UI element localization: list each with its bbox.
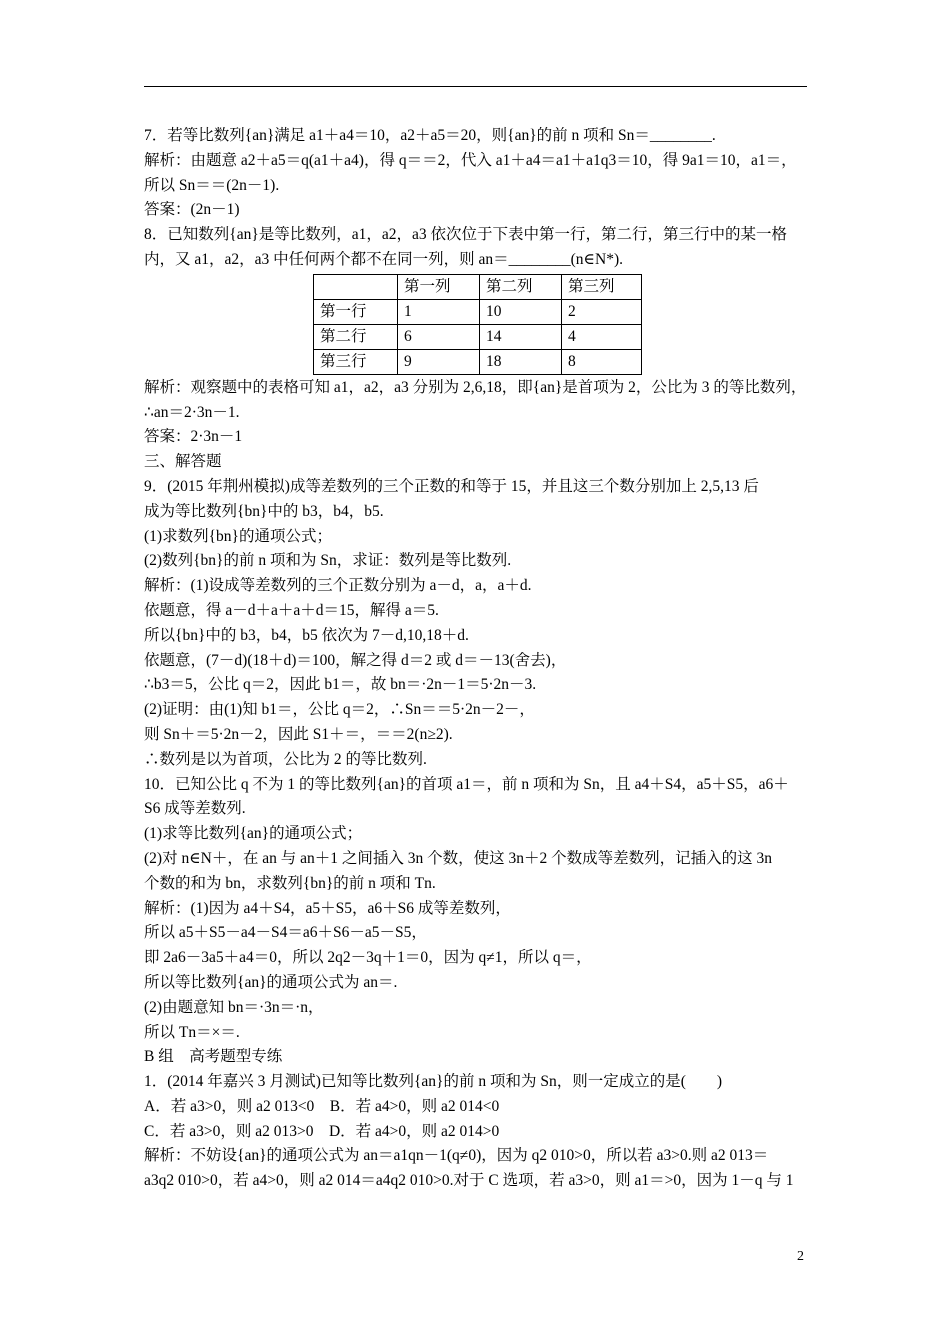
table-cell: 第一列: [398, 274, 480, 299]
text-line: 解析：(1)设成等差数列的三个正数分别为 a－d，a，a＋d.: [144, 577, 532, 595]
table-cell: 6: [398, 324, 480, 349]
text-line: a3q2 010>0，若 a4>0，则 a2 014＝a4q2 010>0.对于 C 选项，若 a3>0，则 a1＝>0，因为 1－q 与 1: [144, 1172, 794, 1190]
table-cell: 1: [398, 299, 480, 324]
table-cell: 10: [480, 299, 562, 324]
text-line: 个数的和为 bn，求数列{bn}的前 n 项和 Tn.: [144, 874, 436, 892]
table-cell: 第二列: [480, 274, 562, 299]
text-line: (2)由题意知 bn＝·3n＝·n，: [144, 998, 324, 1016]
solutions-block: [144, 376, 808, 1194]
text-line: 三、解答题: [144, 453, 222, 471]
text-line: 所以 Tn＝×＝.: [144, 1023, 240, 1041]
header-rule: [144, 86, 807, 87]
text-line: C．若 a3>0，则 a2 013>0 D．若 a4>0，则 a2 014>0: [144, 1122, 500, 1140]
text-line: 所以{bn}中的 b3，b4，b5 依次为 7－d,10,18＋d.: [144, 626, 469, 644]
text-line: 成为等比数列{bn}中的 b3，b4，b5.: [144, 502, 384, 520]
text-line: ∴数列是以为首项，公比为 2 的等比数列.: [144, 750, 427, 768]
text-line: A．若 a3>0，则 a2 013<0 B．若 a4>0，则 a2 014<0: [144, 1097, 500, 1115]
body-text: [144, 124, 808, 1194]
text-line: 答案：(2n－1): [144, 201, 240, 219]
data-table: [313, 274, 642, 375]
text-line: 所以 Sn＝＝(2n－1).: [144, 176, 280, 194]
table-cell: 第三行: [314, 349, 398, 374]
problem-7-8-block: [144, 124, 808, 273]
text-line: (2)数列{bn}的前 n 项和为 Sn，求证：数列是等比数列.: [144, 552, 512, 570]
text-line: 答案：2·3n－1: [144, 428, 243, 446]
table-cell: 4: [562, 324, 642, 349]
table-cell: 8: [562, 349, 642, 374]
text-line: 1．(2014 年嘉兴 3 月测试)已知等比数列{an}的前 n 项和为 Sn，则一定成立的是( ): [144, 1073, 723, 1091]
text-line: (2)证明：由(1)知 b1＝，公比 q＝2，∴Sn＝＝5·2n－2－，: [144, 701, 535, 719]
table-row: [314, 349, 642, 374]
text-line: 解析：观察题中的表格可知 a1，a2，a3 分别为 2,6,18，即{an}是首项为 2，公比为 3 的等比数列，: [144, 378, 807, 396]
text-line: 10．已知公比 q 不为 1 的等比数列{an}的首项 a1＝，前 n 项和为 Sn，且 a4＋S4，a5＋S5，a6＋: [144, 775, 789, 793]
text-line: 内，又 a1，a2，a3 中任何两个都不在同一列，则 an＝________(n∈N*).: [144, 250, 624, 268]
text-line: 则 Sn＋＝5·2n－2，因此 S1＋＝，＝＝2(n≥2).: [144, 725, 453, 743]
text-line: ∴an＝2·3n－1.: [144, 403, 240, 421]
text-line: 所以 a5＋S5－a4－S4＝a6＋S6－a5－S5，: [144, 924, 427, 942]
text-line: 解析：不妨设{an}的通项公式为 an＝a1qn－1(q≠0)，因为 q2 010>0，所以若 a3>0.则 a2 013＝: [144, 1147, 769, 1165]
text-line: 8．已知数列{an}是等比数列，a1，a2，a3 依次位于下表中第一行，第二行，第三行中的某一格: [144, 226, 788, 244]
text-line: (1)求数列{bn}的通项公式；: [144, 527, 332, 545]
text-line: (1)求等比数列{an}的通项公式；: [144, 825, 363, 843]
table-cell: [314, 274, 398, 299]
text-line: 即 2a6－3a5＋a4＝0，所以 2q2－3q＋1＝0，因为 q≠1，所以 q＝，: [144, 949, 592, 967]
text-line: 9．(2015 年荆州模拟)成等差数列的三个正数的和等于 15，并且这三个数分别加上 2,5,13 后: [144, 477, 759, 495]
text-line: ∴b3＝5，公比 q＝2，因此 b1＝，故 bn＝·2n－1＝5·2n－3.: [144, 676, 537, 694]
text-line: (2)对 n∈N＋，在 an 与 an＋1 之间插入 3n 个数，使这 3n＋2 个数成等差数列，记插入的这 3n: [144, 849, 773, 867]
table-header-row: [314, 274, 642, 299]
table-row: [314, 324, 642, 349]
text-line: B 组 高考题型专练: [144, 1048, 283, 1066]
table-cell: 第三列: [562, 274, 642, 299]
text-line: 解析：(1)因为 a4＋S4，a5＋S5，a6＋S6 成等差数列，: [144, 899, 511, 917]
text-line: 7．若等比数列{an}满足 a1＋a4＝10，a2＋a5＝20，则{an}的前 n 项和 Sn＝________.: [144, 127, 716, 144]
table-row: [314, 299, 642, 324]
table-cell: 2: [562, 299, 642, 324]
table-cell: 第一行: [314, 299, 398, 324]
text-line: 解析：由题意 a2＋a5＝q(a1＋a4)，得 q＝＝2，代入 a1＋a4＝a1＋a1q3＝10，得 9a1＝10，a1＝，: [144, 151, 797, 169]
text-line: S6 成等差数列.: [144, 800, 246, 818]
text-line: 依题意，(7－d)(18＋d)＝100，解之得 d＝2 或 d＝－13(舍去)，: [144, 651, 567, 669]
table-cell: 第二行: [314, 324, 398, 349]
text-line: 依题意，得 a－d＋a＋a＋d＝15，解得 a＝5.: [144, 601, 439, 619]
table-cell: 18: [480, 349, 562, 374]
table-cell: 9: [398, 349, 480, 374]
table-cell: 14: [480, 324, 562, 349]
text-line: 所以等比数列{an}的通项公式为 an＝.: [144, 973, 398, 991]
page-number: 2: [797, 1249, 804, 1264]
